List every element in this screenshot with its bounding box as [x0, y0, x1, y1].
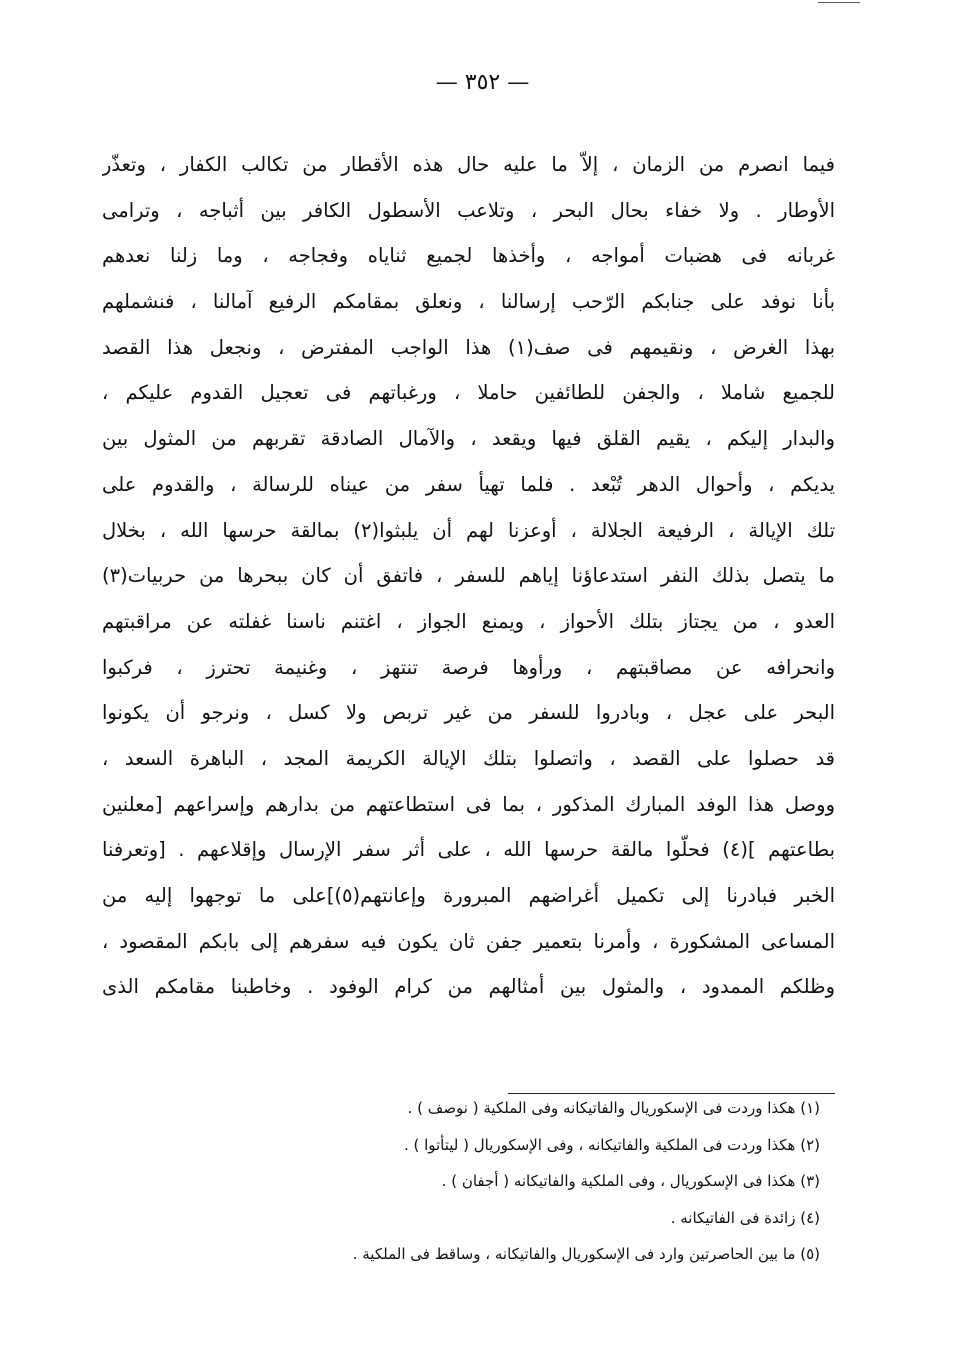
corner-rule [818, 2, 860, 3]
text-line: للجميع شاملا ، والجفن للطائفين حاملا ، ورغباتهم فى تعجيل القدوم عليكم ، [102, 381, 835, 405]
text-line: يديكم ، وأحوال الدهر تُبْعد . فلما تهيأ سفر من عيناه للرسالة ، والقدوم على [102, 472, 835, 496]
text-line: غربانه فى هضبات أمواجه ، وأخذها لجميع ثناياه وفجاجه ، وما زلنا نعدهم [102, 244, 835, 268]
body-text [102, 142, 835, 1010]
text-line: بهذا الغرض ، ونقيمهم فى صف(١) هذا الواجب المفترض ، ونجعل هذا القصد [102, 335, 835, 359]
text-line: المساعى المشكورة ، وأمرنا بتعمير جفن ثان يكون فيه سفرهم إلى بابكم المقصود ، [102, 929, 835, 953]
text-line: تلك الإيالة ، الرفيعة الجلالة ، أوعزنا لهم أن يلبثوا(٢) بمالقة حرسها الله ، بخلال [102, 518, 835, 542]
footnotes [100, 1090, 820, 1273]
text-line: قد حصلوا على القصد ، واتصلوا بتلك الإيالة الكريمة المجد ، الباهرة السعد ، [102, 746, 835, 770]
text-line: والبدار إليكم ، يقيم القلق فيها ويقعد ، والآمال الصادقة تقربهم من المثول بين [102, 427, 835, 451]
footnote: (٢) هكذا وردت فى الملكية والفاتيكانه ، وفى الإسكوريال ( ليتأتوا ) . [403, 1135, 820, 1154]
text-line: الخبر فبادرنا إلى تكميل أغراضهم المبرورة وإعانتهم(٥)]على ما توجهوا إليه من [102, 884, 835, 907]
text-line: الأوطار . ولا خفاء بحال البحر ، وتلاعب الأسطول الكافر بين أثباجه ، وترامى [102, 198, 835, 222]
footnote: (١) هكذا وردت فى الإسكوريال والفاتيكانه وفى الملكية ( نوصف ) . [407, 1099, 820, 1117]
text-line: ما يتصل بذلك النفر استدعاؤنا إياهم للسفر ، فاتفق أن كان ببحرها من حربيات(٣) [102, 564, 835, 588]
text-line: العدو ، من يجتاز بتلك الأحواز ، ويمنع الجواز ، اغتنم ناسنا غفلته عن مراقبتهم [102, 609, 835, 633]
footnote: (٣) هكذا فى الإسكوريال ، وفى الملكية والفاتيكانه ( أجفان ) . [441, 1172, 820, 1190]
text-line: ووصل هذا الوفد المبارك المذكور ، بما فى استطاعتهم من بدارهم وإسراعهم [معلنين [102, 792, 835, 816]
text-line: بأنا نوفد على جنابكم الرّحب إرسالنا ، ونعلق بمقامكم الرفيع آمالنا ، فنشملهم [102, 290, 835, 314]
text-line: وظلكم الممدود ، والمثول بين أمثالهم من كرام الوفود . وخاطبنا مقامكم الذى [102, 975, 835, 999]
footnote: (٤) زائدة فى الفاتيكانه . [670, 1208, 820, 1227]
text-line: بطاعتهم ](٤) فحلّوا مالقة حرسها الله ، على أثر سفر الإرسال وإقلاعهم . [وتعرفنا [102, 838, 835, 862]
footnote: (٥) ما بين الحاصرتين وارد فى الإسكوريال والفاتيكانه ، وساقط فى الملكية . [352, 1245, 820, 1263]
text-line: وانحرافه عن مصاقبتهم ، ورأوها فرصة تنتهز ، وغنيمة تحترز ، فركبوا [102, 655, 835, 679]
text-line: البحر على عجل ، وبادروا للسفر من غير تربص ولا كسل ، ونرجو أن يكونوا [102, 701, 835, 725]
page-number: — ٣٥٢ — [435, 70, 530, 95]
text-line: فيما انصرم من الزمان ، إلاّ ما عليه حال هذه الأقطار من تكالب الكفار ، وتعذّر [102, 153, 835, 176]
